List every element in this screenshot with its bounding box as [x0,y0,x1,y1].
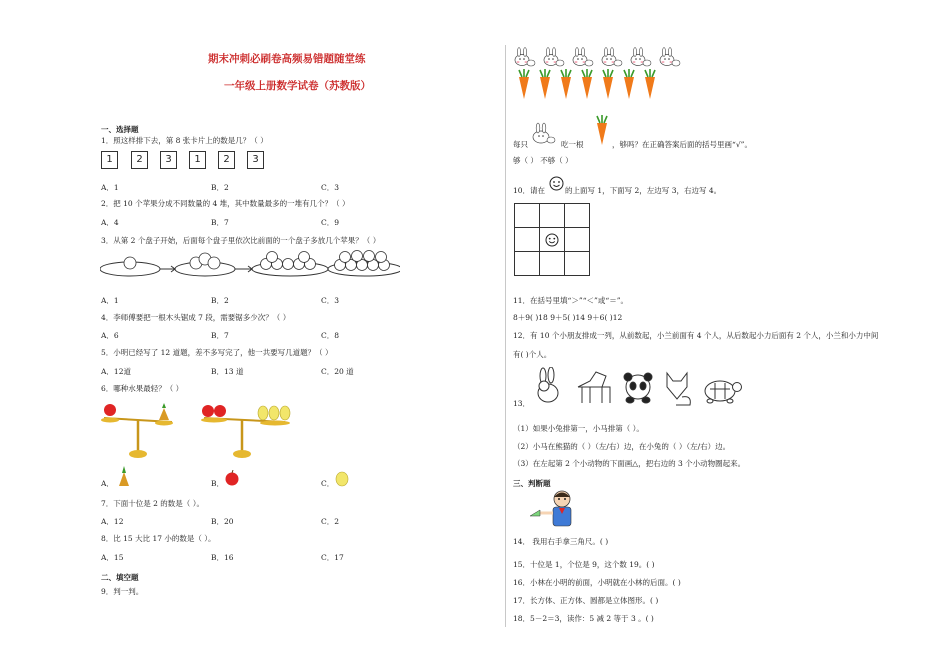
carrot-icon [590,115,614,145]
q9-prompt-end: ，够吗？在正确答案后面的括号里画“√”。 [612,140,752,149]
grid-cell[interactable] [565,252,590,276]
page-subtitle: 一年级上册数学试卷（苏教版） [224,80,371,92]
triangle-ruler-icon [530,510,540,516]
section-choice-heading: 一、选择题 [101,125,139,134]
q16-text[interactable]: 16．小林在小明的前面，小明就在小林的后面。( ) [513,578,681,587]
q5-option-c[interactable]: C．20 道 [321,367,354,376]
horse-icon [578,372,610,403]
rabbit-icon [538,367,558,402]
balance-scales-illustration [100,398,300,460]
rabbits-and-carrots-illustration [512,44,692,104]
q14-text[interactable]: 14． 我用右手拿三角尺。( ) [513,537,609,546]
q8-text: 8．比 15 大比 17 小的数是（ ）。 [101,534,216,543]
grid-cell[interactable] [515,204,540,228]
pear-icon [269,406,279,420]
rabbit-icon [528,122,558,146]
grid-cell[interactable] [515,252,540,276]
pear-icon [334,467,350,487]
apple-icon [208,257,220,269]
q10-text-start: 10．请在 [513,186,546,195]
q10-grid [514,203,590,276]
boy-with-ruler-illustration [528,488,578,530]
q6-option-b[interactable]: B． [211,479,225,488]
pineapple-icon [116,465,132,487]
apple-icon [202,405,214,417]
balance-scale-left [101,403,173,458]
number-card: 3 [247,151,264,169]
q6-option-c[interactable]: C． [321,479,335,488]
q15-text[interactable]: 15．十位是 1，个位是 9，这个数 19。( ) [513,560,655,569]
apple-icon [104,404,116,416]
q1-option-a[interactable]: A．1 [101,183,119,192]
number-card: 2 [131,151,148,169]
apple-icon [224,470,240,486]
q13-part2[interactable]: （2）小马在熊猫的（ ）（左/右）边，在小兔的（ ）（左/右）边。 [513,442,731,451]
apple-icon [214,405,226,417]
number-card: 2 [218,151,235,169]
q3-option-b[interactable]: B．2 [211,296,229,305]
q1-text: 1．照这样排下去，第 8 张卡片上的数是几？（ ） [101,136,268,145]
grid-cell-center [540,228,565,252]
smiley-face-icon [545,233,559,247]
q6-option-a[interactable]: A． [101,479,114,488]
q8-option-a[interactable]: A．15 [101,553,124,562]
fox-icon [667,373,690,405]
plates-with-apples-illustration [100,249,400,281]
q11-text: 11．在括号里填“＞”“＜”或“＝”。 [513,296,629,305]
grid-cell[interactable] [540,204,565,228]
q13-part1[interactable]: （1）如果小兔排第一，小马排第（ ）。 [513,424,644,433]
q2-option-b[interactable]: B．7 [211,218,229,227]
section-fill-heading: 二、填空题 [101,573,139,582]
q3-option-a[interactable]: A．1 [101,296,119,305]
q2-option-a[interactable]: A．4 [101,218,119,227]
q18-text[interactable]: 18．5－2＝3，读作：5 减 2 等于 3 。( ) [513,614,654,623]
q8-option-b[interactable]: B．16 [211,553,234,562]
q12-text-line2[interactable]: 有( )个人。 [513,350,552,359]
q1-option-c[interactable]: C．3 [321,183,340,192]
number-card: 3 [160,151,177,169]
q5-text: 5．小明已经写了 12 道题，差不多写完了，他一共要写几道题？（ ） [101,348,333,357]
q5-option-a[interactable]: A．12道 [101,367,131,376]
section-judge-heading: 三、判断题 [513,479,551,488]
q6-text: 6．哪种水果最轻？（ ） [101,384,184,393]
grid-cell[interactable] [565,228,590,252]
panda-icon [624,373,652,403]
q4-option-c[interactable]: C．8 [321,331,340,340]
pear-icon [258,406,268,420]
q9-text: 9．判一判。 [101,587,144,596]
column-divider [505,45,506,627]
animals-row-illustration [530,367,745,409]
q9-answer-line[interactable]: 够（ ） 不够（ ） [513,156,573,165]
grid-cell[interactable] [515,228,540,252]
number-card: 1 [189,151,206,169]
q1-option-b[interactable]: B．2 [211,183,229,192]
number-card: 1 [101,151,118,169]
grid-cell[interactable] [565,204,590,228]
pear-icon [280,406,290,420]
grid-cell[interactable] [540,252,565,276]
q7-option-b[interactable]: B．20 [211,517,234,526]
q12-text-line1: 12．有 10 个小朋友排成一列，从前数起，小兰前面有 4 个人，从后数起小力后面有 2 个人，小兰和小力中间 [513,331,879,340]
q2-option-c[interactable]: C．9 [321,218,340,227]
turtle-icon [705,381,742,403]
q9-prompt-middle: 吃一根 [561,140,584,149]
q17-text[interactable]: 17．长方体、正方体、圆都是立体图形。( ) [513,596,659,605]
q13-part3: （3）在左起第 2 个小动物的下面画△，把右边的 3 个小动物圈起来。 [513,459,746,468]
q9-prompt-start: 每只 [513,140,528,149]
q11-expressions[interactable]: 8＋9( )18 9＋5( )14 9＋6( )12 [513,313,623,322]
q4-option-b[interactable]: B．7 [211,331,229,340]
q4-text: 4．李师傅要把一根木头锯成 7 段，需要锯多少次？（ ） [101,313,291,322]
q7-option-a[interactable]: A．12 [101,517,124,526]
q2-text: 2．把 10 个苹果分成不同数量的 4 堆，其中数量最多的一堆有几个？（ ） [101,199,350,208]
page-title: 期末冲刺必刷卷高频易错题随堂练 [208,53,366,65]
q7-text: 7．下面十位是 2 的数是（ ）。 [101,499,204,508]
q4-option-a[interactable]: A．6 [101,331,119,340]
q8-option-c[interactable]: C．17 [321,553,344,562]
smiley-face-icon [549,176,564,191]
q10-text-end: 的上面写 1，下面写 2，左边写 3，右边写 4。 [565,186,722,195]
pineapple-icon [159,408,169,420]
q3-option-c[interactable]: C．3 [321,296,340,305]
balance-scale-right [201,405,290,458]
q13-label: 13． [513,399,531,408]
q7-option-c[interactable]: C．2 [321,517,340,526]
apple-icon [124,257,136,269]
q5-option-b[interactable]: B．13 道 [211,367,244,376]
q3-text: 3．从第 2 个盘子开始，后面每个盘子里依次比前面的一个盘子多放几个苹果？（ ） [101,236,381,245]
